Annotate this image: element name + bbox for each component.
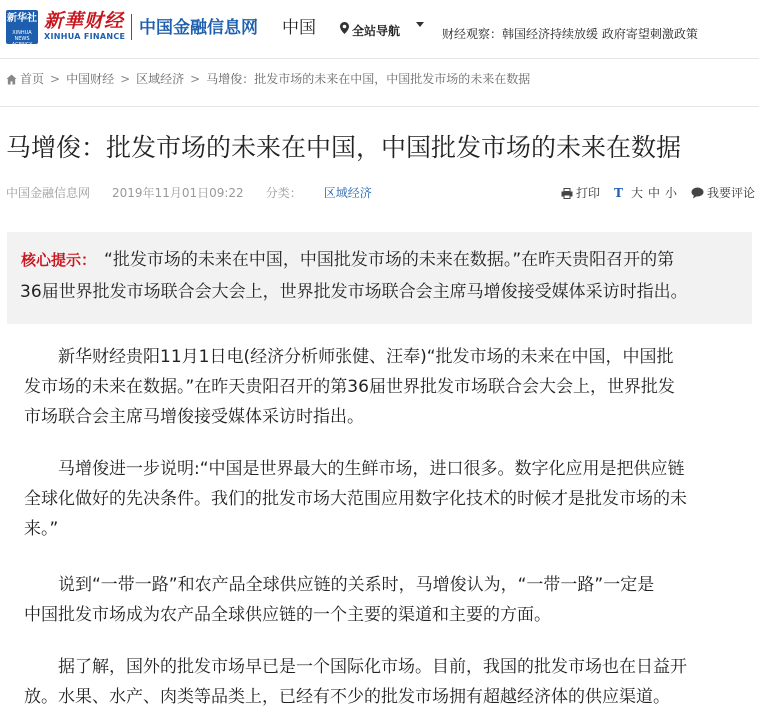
paragraph-line: 发市场的未来在数据。”在昨天贵阳召开的第36届世界批发市场联合会大会上，世界批发 [24, 377, 675, 397]
breadcrumb-home[interactable]: 首页 [20, 72, 45, 86]
comment-label: 我要评论 [706, 186, 755, 200]
paragraph-line: 马增俊进一步说明:“中国是世界最大的生鲜市场，进口很多。数字化应用是把供应链 [58, 459, 685, 479]
summary-label: 核心提示： [21, 251, 97, 269]
font-size-medium[interactable]: 中 [647, 186, 660, 200]
paragraph-line: 中国批发市场成为农产品全球供应链的一个主要的渠道和主要的方面。 [24, 605, 551, 625]
comment-button[interactable] [691, 185, 755, 201]
font-size-control [614, 185, 677, 201]
header-divider [131, 14, 132, 40]
paragraph-line: 新华财经贵阳11月1日电(经济分析师张健、汪奉)“批发市场的未来在中国，中国批 [58, 347, 674, 367]
summary-line [21, 244, 738, 276]
print-icon [561, 188, 573, 199]
site-nav-button[interactable] [340, 22, 400, 39]
breadcrumb-separator: > [50, 72, 61, 86]
category-label: 分类： [265, 186, 302, 200]
font-size-icon: T [614, 186, 623, 200]
breadcrumb-divider-line [0, 106, 759, 107]
print-label: 打印 [575, 186, 600, 200]
breadcrumb-current: 马增俊：批发市场的未来在中国，中国批发市场的未来在数据 [206, 72, 531, 86]
paragraph-line: 放。水果、水产、肉类等品类上，已经有不少的批发市场拥有超越经济体的供应渠道。 [24, 687, 670, 707]
article-paragraph [24, 454, 744, 544]
article-source: 中国金融信息网 [6, 186, 91, 200]
paragraph-line: 市场联合会主席马增俊接受媒体采访时指出。 [24, 407, 364, 427]
brand-name-cn: 新華财经 [44, 10, 125, 32]
site-name[interactable]: 中国金融信息网 [139, 18, 258, 38]
breadcrumb [6, 71, 530, 87]
article-paragraph [24, 342, 744, 432]
news-ticker[interactable]: 财经观察：韩国经济持续放缓 政府寄望刺激政策 [442, 27, 698, 41]
breadcrumb-regional-economy[interactable]: 区域经济 [136, 72, 185, 86]
region-label: 中国 [282, 18, 316, 38]
font-size-small[interactable]: 小 [664, 186, 677, 200]
font-size-large[interactable]: 大 [630, 186, 643, 200]
paragraph-line: 说到“一带一路”和农产品全球供应链的关系时，马增俊认为，“一带一路”一定是 [58, 575, 655, 595]
summary-text-1: “批发市场的未来在中国，中国批发市场的未来在数据。”在昨天贵阳召开的第 [104, 250, 675, 270]
paragraph-line: 全球化做好的先决条件。我们的批发市场大范围应用数字化技术的时候才是批发市场的未 [24, 489, 687, 509]
xinhua-finance-brand[interactable] [44, 10, 128, 42]
summary-line: 36届世界批发市场联合会大会上，世界批发市场联合会主席马增俊接受媒体采访时指出。 [20, 282, 688, 302]
article-meta [6, 185, 416, 201]
article-title: 马增俊：批发市场的未来在中国，中国批发市场的未来在数据 [6, 133, 682, 162]
header-divider-line [0, 58, 759, 59]
site-nav-label: 全站导航 [352, 23, 401, 38]
article-category [266, 185, 394, 201]
category-link[interactable]: 区域经济 [323, 186, 372, 200]
paragraph-line: 来。” [24, 519, 59, 539]
article-tools [547, 185, 755, 201]
article-summary [7, 232, 752, 324]
article-datetime: 2019年11月01日09:22 [112, 186, 244, 200]
article-paragraph [24, 570, 744, 630]
caret-down-icon[interactable] [416, 20, 424, 31]
print-button[interactable] [561, 185, 600, 201]
home-icon [6, 74, 17, 85]
comment-icon [691, 187, 704, 199]
paragraph-line: 据了解，国外的批发市场早已是一个国际化市场。目前，我国的批发市场也在日益开 [58, 657, 687, 677]
logo-text-top: 新华社 [7, 13, 37, 24]
breadcrumb-separator: > [120, 72, 131, 86]
location-pin-icon [340, 22, 349, 39]
breadcrumb-china-finance[interactable]: 中国财经 [66, 72, 115, 86]
breadcrumb-separator: > [190, 72, 201, 86]
xinhua-logo[interactable] [6, 10, 38, 48]
logo-text-sub: XINHUA NEWS AGENCY [11, 30, 33, 48]
brand-name-en: XINHUA FINANCE [44, 32, 126, 41]
site-header [0, 0, 759, 58]
article-paragraph [24, 652, 744, 712]
